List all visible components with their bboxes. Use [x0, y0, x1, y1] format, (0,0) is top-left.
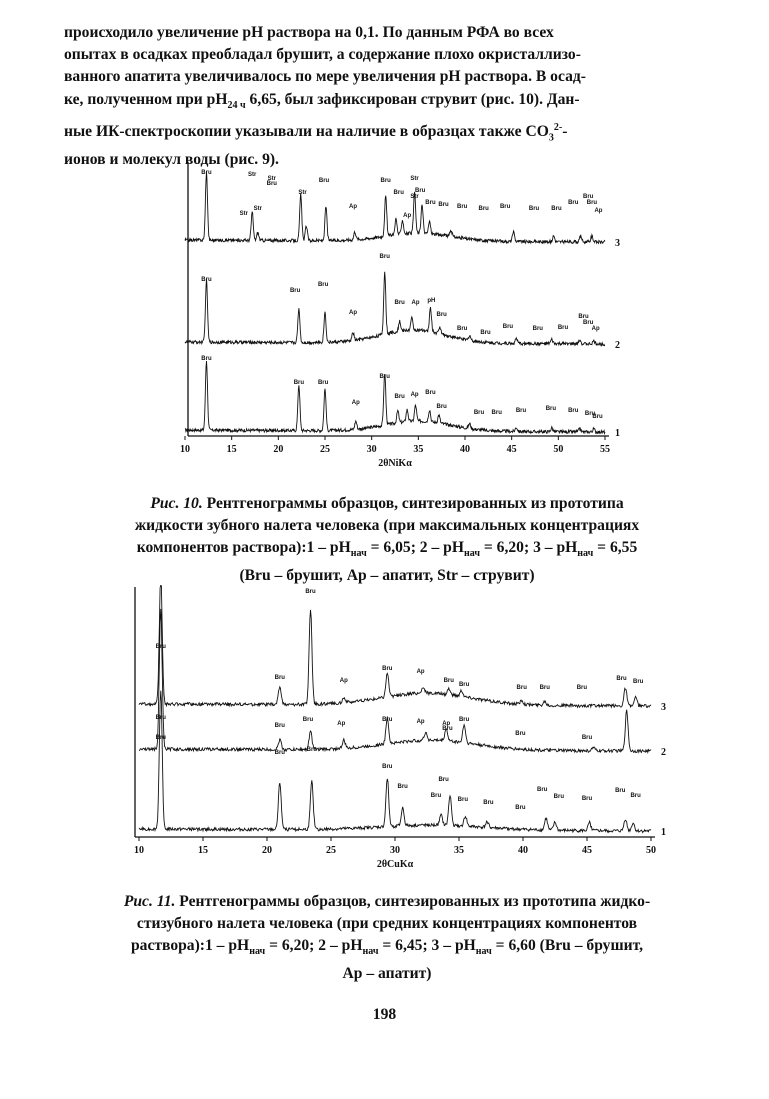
peak-label: Bru — [274, 750, 285, 756]
caption-line: = 6,55 — [593, 539, 638, 556]
series-1 — [139, 691, 666, 838]
peak-label: Ap — [349, 204, 357, 210]
peak-label: Bru — [478, 206, 489, 212]
peak-label: Bru — [557, 325, 569, 331]
peak-label: Bru — [425, 200, 436, 206]
series-number: 2 — [615, 340, 620, 351]
peak-label: Bru — [443, 678, 454, 684]
peak-label: Bru — [302, 717, 314, 723]
peak-label: Bru — [633, 679, 644, 685]
peak-label: pH — [427, 298, 436, 304]
peak-label: Bru — [630, 793, 641, 799]
peak-label: Bru — [473, 410, 485, 416]
peak-label: Str — [253, 206, 262, 212]
caption-line: (Bru – брушит, Ap – апатит, Str – струвит) — [239, 567, 535, 585]
peak-label: Bru — [586, 200, 598, 206]
x-axis-label: 2θNiKα — [378, 458, 412, 469]
peak-label: Bru — [397, 784, 408, 790]
para-line: - — [562, 123, 568, 141]
caption-line: Рентгенограммы образцов, синтезированных из прототипа жидко- — [175, 893, 651, 910]
peak-label: Bru — [415, 188, 426, 194]
peak-label: Bru — [394, 300, 405, 306]
peak-label: Bru — [578, 314, 589, 320]
figure-11-chart — [120, 585, 680, 890]
figure-11-caption — [64, 891, 710, 985]
peak-label: Bru — [551, 206, 562, 212]
caption-line: компонентов раствора):1 – pH — [136, 539, 351, 556]
peak-label: Bru — [483, 800, 494, 806]
figure-10-chart — [160, 160, 630, 490]
peak-label: Ap — [591, 326, 600, 332]
peak-label: Str — [248, 172, 257, 178]
series-number: 2 — [661, 747, 666, 758]
para-line: ке, полученном при pH — [64, 90, 228, 108]
peak-label: Bru — [436, 404, 447, 410]
peak-label: Bru — [201, 277, 212, 283]
peak-label: Bru — [592, 414, 603, 420]
series-number: 1 — [615, 428, 620, 439]
peak-label: Bru — [457, 326, 468, 332]
peak-label: Bru — [155, 644, 166, 650]
peak-label: Ap — [410, 392, 419, 398]
series-2 — [185, 254, 620, 351]
para-sub: 3 — [548, 132, 554, 144]
series-3 — [139, 585, 666, 713]
peak-label: Bru — [318, 178, 330, 184]
peak-label: Bru — [616, 676, 627, 682]
peak-label: Bru — [425, 390, 436, 396]
peak-label: Bru — [480, 330, 491, 336]
x-tick-label: 25 — [320, 444, 330, 455]
x-tick-label: 45 — [582, 845, 592, 856]
peak-label: Bru — [515, 805, 526, 811]
caption-sub: нач — [475, 946, 492, 958]
peak-label: Bru — [502, 324, 514, 330]
peak-label: Bru — [317, 282, 329, 288]
page-number: 198 — [372, 1006, 397, 1023]
peak-label: Bru — [155, 735, 166, 741]
para-line: происходило увеличение pH раствора на 0,1. По данным РФА во всех — [64, 24, 554, 41]
series-number: 3 — [661, 702, 666, 713]
peak-label: Ap — [416, 719, 425, 725]
caption-line: жидкости зубного налета человека (при максимальных концентрациях — [134, 517, 640, 534]
x-tick-label: 15 — [198, 845, 208, 856]
peak-label: Bru — [516, 685, 527, 691]
para-line: ванного апатита увеличивалось по мере увеличения pH раствора. В осад- — [64, 68, 586, 86]
peak-label: Bru — [576, 685, 588, 691]
peak-label: Bru — [201, 356, 212, 362]
x-tick-label: 30 — [366, 444, 377, 455]
peak-label: Bru — [515, 408, 527, 414]
caption-label: Рис. 10. — [150, 495, 203, 512]
para-sub: 24 ч — [227, 99, 246, 111]
peak-label: Bru — [289, 288, 301, 294]
x-tick-label: 20 — [262, 845, 272, 856]
peak-label: Bru — [568, 408, 579, 414]
peak-label: Bru — [615, 788, 626, 794]
peak-label: Bru — [430, 793, 442, 799]
caption-line: = 6,20; 2 – pH — [265, 937, 363, 954]
series-line — [185, 172, 605, 244]
x-tick-label: 40 — [460, 444, 470, 455]
peak-label: Bru — [539, 685, 550, 691]
peak-label: Ap — [594, 208, 603, 214]
peak-label: Str — [298, 190, 307, 196]
peak-label: Str — [239, 211, 248, 217]
peak-label: Bru — [438, 202, 449, 208]
peak-label: Bru — [442, 726, 453, 732]
peak-label: Bru — [458, 682, 470, 688]
series-number: 3 — [615, 238, 620, 249]
para-sup: 2- — [553, 121, 563, 133]
x-tick-label: 35 — [413, 444, 424, 455]
peak-label: Bru — [584, 411, 596, 417]
x-tick-label: 35 — [454, 845, 464, 856]
peak-label: Ap — [442, 721, 451, 727]
series-2 — [139, 609, 666, 758]
peak-label: Str — [410, 194, 419, 200]
peak-label: Bru — [581, 796, 593, 802]
peak-label: Bru — [583, 320, 594, 326]
x-tick-label: 15 — [226, 444, 237, 455]
peak-label: Bru — [528, 206, 540, 212]
peak-label: Bru — [201, 170, 212, 176]
peak-label: Bru — [306, 747, 317, 753]
caption-label: Рис. 11. — [123, 893, 176, 910]
x-tick-label: 20 — [273, 444, 284, 455]
caption-line: стизубного налета человека (при средних концентрациях компонентов — [136, 915, 638, 932]
peak-label: Bru — [382, 666, 393, 672]
series-line — [139, 609, 651, 753]
peak-label: Bru — [545, 406, 557, 412]
series-3 — [185, 170, 620, 249]
caption-sub: нач — [463, 548, 480, 560]
peak-label: Bru — [155, 715, 166, 721]
peak-label: Ap — [351, 400, 360, 406]
x-tick-label: 55 — [600, 444, 610, 455]
peak-label: Ap — [337, 721, 346, 727]
peak-label: Bru — [436, 312, 447, 318]
x-tick-label: 10 — [180, 444, 190, 455]
peak-label: Bru — [382, 764, 393, 770]
peak-label: Str — [410, 176, 419, 182]
caption-line: = 6,20; 3 – pH — [480, 539, 578, 556]
peak-label: Bru — [581, 735, 593, 741]
peak-label: Bru — [394, 394, 405, 400]
series-line — [185, 272, 605, 346]
caption-line: = 6,05; 2 – pH — [366, 539, 464, 556]
peak-label: Ap — [349, 310, 357, 316]
peak-label: Ap — [339, 678, 348, 684]
peak-label: Bru — [293, 380, 305, 386]
series-line — [139, 691, 651, 833]
peak-label: Bru — [532, 326, 543, 332]
caption-line: = 6,45; 3 – pH — [378, 937, 476, 954]
x-tick-label: 30 — [390, 845, 400, 856]
caption-sub: нач — [362, 946, 379, 958]
caption-line: Рентгенограммы образцов, синтезированных из прототипа — [202, 495, 624, 512]
peak-label: Ap — [416, 669, 425, 675]
peak-label: Bru — [266, 181, 277, 187]
caption-sub: нач — [577, 548, 594, 560]
peak-label: Bru — [458, 717, 470, 723]
peak-label: Bru — [379, 254, 390, 260]
peak-label: Bru — [499, 204, 511, 210]
x-tick-label: 40 — [518, 845, 528, 856]
peak-label: Ap — [403, 213, 412, 219]
caption-line: раствора):1 – pH — [130, 937, 250, 954]
para-line: ные ИК-спектроскопии указывали на наличие в образцах также CO — [64, 123, 549, 141]
peak-label: Bru — [379, 374, 390, 380]
peak-label: Bru — [438, 777, 449, 783]
caption-line: = 6,60 (Bru – брушит, — [491, 937, 644, 954]
x-axis-label: 2θCuKα — [376, 859, 414, 870]
x-tick-label: 10 — [134, 845, 144, 856]
peak-label: Bru — [274, 675, 285, 681]
peak-label: Bru — [537, 787, 548, 793]
para-line: 6,65, был зафиксирован струвит (рис. 10). Дан- — [245, 90, 580, 108]
peak-label: Bru — [583, 194, 594, 200]
peak-label: Bru — [553, 794, 565, 800]
series-line — [139, 585, 651, 708]
x-tick-label: 50 — [646, 845, 656, 856]
peak-label: Bru — [393, 190, 404, 196]
x-tick-label: 25 — [326, 845, 336, 856]
caption-sub: нач — [249, 946, 266, 958]
caption-sub: нач — [350, 548, 367, 560]
peak-label: Bru — [274, 723, 285, 729]
x-tick-label: 50 — [553, 444, 564, 455]
peak-label: Bru — [457, 797, 469, 803]
caption-line: Ap – апатит) — [342, 965, 432, 983]
x-tick-label: 45 — [506, 444, 517, 455]
para-line: опытах в осадках преобладал брушит, а содержание плохо окристаллизо- — [64, 46, 581, 64]
series-number: 1 — [661, 827, 666, 838]
peak-label: Bru — [382, 717, 393, 723]
peak-label: Bru — [515, 731, 526, 737]
peak-label: Bru — [305, 589, 316, 595]
peak-label: Bru — [317, 380, 329, 386]
peak-label: Str — [267, 176, 276, 182]
para-line: ионов и молекул воды (рис. 9). — [64, 151, 279, 169]
figure-10-caption — [64, 493, 710, 587]
peak-label: Ap — [411, 300, 420, 306]
series-1 — [185, 356, 620, 439]
peak-label: Bru — [568, 200, 579, 206]
peak-label: Bru — [491, 410, 502, 416]
peak-label: Bru — [380, 178, 391, 184]
peak-label: Bru — [457, 204, 468, 210]
body-paragraph — [64, 22, 710, 172]
